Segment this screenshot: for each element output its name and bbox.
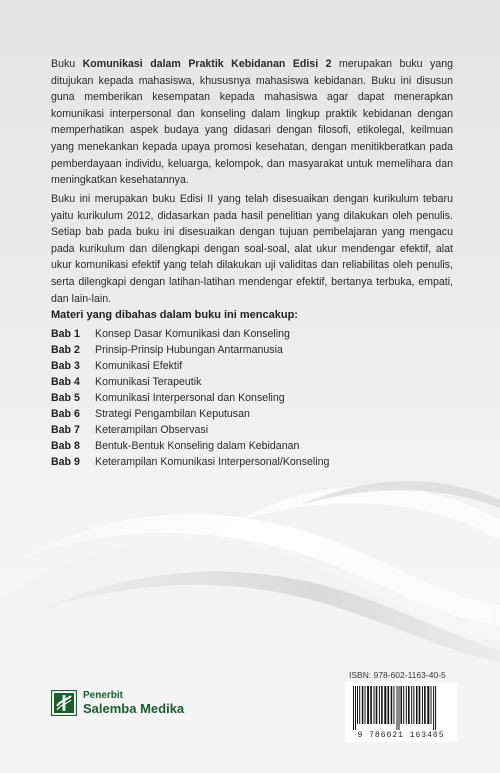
- salemba-medika-logo-icon: [51, 690, 77, 716]
- chapter-item: [51, 390, 329, 406]
- description-paragraph-2: Buku ini merupakan buku Edisi II yang telah disesuaikan dengan kurikulum tebaru yaitu kurikulum 2012, didasarkan pada hasil penelitian yang dilakukan oleh penulis. Setiap bab pada buku ini disesuaikan dengan tujuan pembelajaran yang mengacu pada kurikulum dan dilengkapi dengan soal-soal, alat ukur mendengar efektif, alat ukur komunikasi efektif yang telah dilakukan uji validitas dan reliabilitas oleh penulis, serta dilengkapi dengan latihan-latihan mendengar efektif, bertanya terbuka, empati, dan lain-lain.: [51, 193, 453, 305]
- barcode-bar: [384, 686, 386, 724]
- publisher-label: Penerbit: [83, 690, 124, 701]
- chapter-number: Bab 8: [51, 440, 80, 452]
- barcode-bar: [381, 686, 383, 724]
- barcode-bar: [391, 686, 393, 724]
- barcode-bar: [416, 686, 418, 724]
- chapter-title: Keterampilan Observasi: [95, 424, 209, 436]
- chapter-item: [51, 358, 329, 374]
- barcode-bar: [353, 686, 354, 730]
- chapter-list: [51, 326, 329, 470]
- chapter-number: Bab 2: [51, 344, 80, 356]
- barcode-bar: [357, 686, 358, 724]
- barcode-bar: [422, 686, 423, 724]
- barcode-bar: [413, 686, 414, 724]
- barcode-bar: [362, 686, 364, 724]
- barcode-bar: [431, 686, 432, 724]
- barcode-bar: [424, 686, 426, 724]
- chapter-title: Bentuk-Bentuk Konseling dalam Kebidanan: [95, 440, 300, 452]
- barcode-bar: [388, 686, 390, 724]
- chapter-title: Keterampilan Komunikasi Interpersonal/Konseling: [95, 456, 330, 468]
- chapter-number: Bab 3: [51, 360, 80, 372]
- barcode-digits: 9 786021 163405: [357, 731, 445, 740]
- barcode-bar: [433, 686, 434, 730]
- barcode-bar: [374, 686, 375, 724]
- chapter-title: Prinsip-Prinsip Hubungan Antarmanusia: [95, 344, 283, 356]
- chapter-title: Strategi Pengambilan Keputusan: [95, 408, 250, 420]
- chapter-number: Bab 7: [51, 424, 80, 436]
- barcode-bar: [397, 686, 398, 730]
- barcode-bar: [435, 686, 436, 730]
- chapter-item: [51, 342, 329, 358]
- barcode-bar: [393, 686, 394, 724]
- chapter-title: Komunikasi Interpersonal dan Konseling: [95, 392, 285, 404]
- chapter-item: [51, 406, 329, 422]
- publisher-name: [83, 690, 184, 716]
- chapter-number: Bab 9: [51, 456, 80, 468]
- chapter-item: [51, 326, 329, 342]
- chapter-item: [51, 422, 329, 438]
- topics-heading: Materi yang dibahas dalam buku ini mencakup:: [51, 309, 298, 321]
- chapter-item: [51, 454, 329, 470]
- barcode-bar: [376, 686, 378, 724]
- chapter-title: Komunikasi Efektif: [95, 360, 183, 372]
- chapter-item: [51, 438, 329, 454]
- barcode-bar: [399, 686, 400, 730]
- chapter-title: Komunikasi Terapeutik: [95, 376, 202, 388]
- chapter-number: Bab 5: [51, 392, 80, 404]
- barcode-bar: [427, 686, 429, 724]
- chapter-number: Bab 6: [51, 408, 80, 420]
- isbn-barcode: [345, 682, 457, 742]
- description-paragraph-1: [51, 56, 453, 189]
- barcode-bar: [419, 686, 421, 724]
- barcode-bar: [401, 686, 403, 724]
- barcode-bar: [367, 686, 369, 724]
- p1-rest: merupakan buku yang ditujukan kepada mahasiswa, khususnya mahasiswa kebidanan. Buku ini disusun guna memberikan kesempatan kepada mahasiswa agar dapat menerapkan komunikasi interpersonal dan konseling dalam lingkup praktik kebidanan dengan memperhatikan aspek budaya yang didasari dengan filosofi, etikolegal, keilmuan yang menekankan kepada upaya promosi kesehatan, dengan menitikberatkan pada pemberdayaan individu, keluarga, kelompok, dan masyarakat untuk memelihara dan meningkatkan kesehatannya.: [51, 58, 454, 187]
- barcode-bar: [379, 686, 380, 724]
- p1-lead: Buku: [51, 58, 83, 70]
- barcode-bars: [351, 686, 451, 730]
- chapter-number: Bab 4: [51, 376, 80, 388]
- chapter-title: Konsep Dasar Komunikasi dan Konseling: [95, 328, 290, 340]
- publisher-brand: Salemba Medika: [83, 701, 185, 716]
- barcode-bar: [359, 686, 360, 724]
- barcode-bar: [370, 686, 372, 724]
- barcode-bar: [408, 686, 410, 724]
- isbn-label: ISBN: 978-602-1163-40-5: [349, 670, 446, 680]
- barcode-bar: [411, 686, 412, 724]
- barcode-bar: [406, 686, 407, 724]
- chapter-number: Bab 1: [51, 328, 80, 340]
- barcode-bar: [403, 686, 404, 724]
- barcode-bar: [365, 686, 366, 724]
- book-title: Komunikasi dalam Praktik Kebidanan Edisi 2: [82, 58, 332, 70]
- barcode-bar: [355, 686, 356, 730]
- chapter-item: [51, 374, 329, 390]
